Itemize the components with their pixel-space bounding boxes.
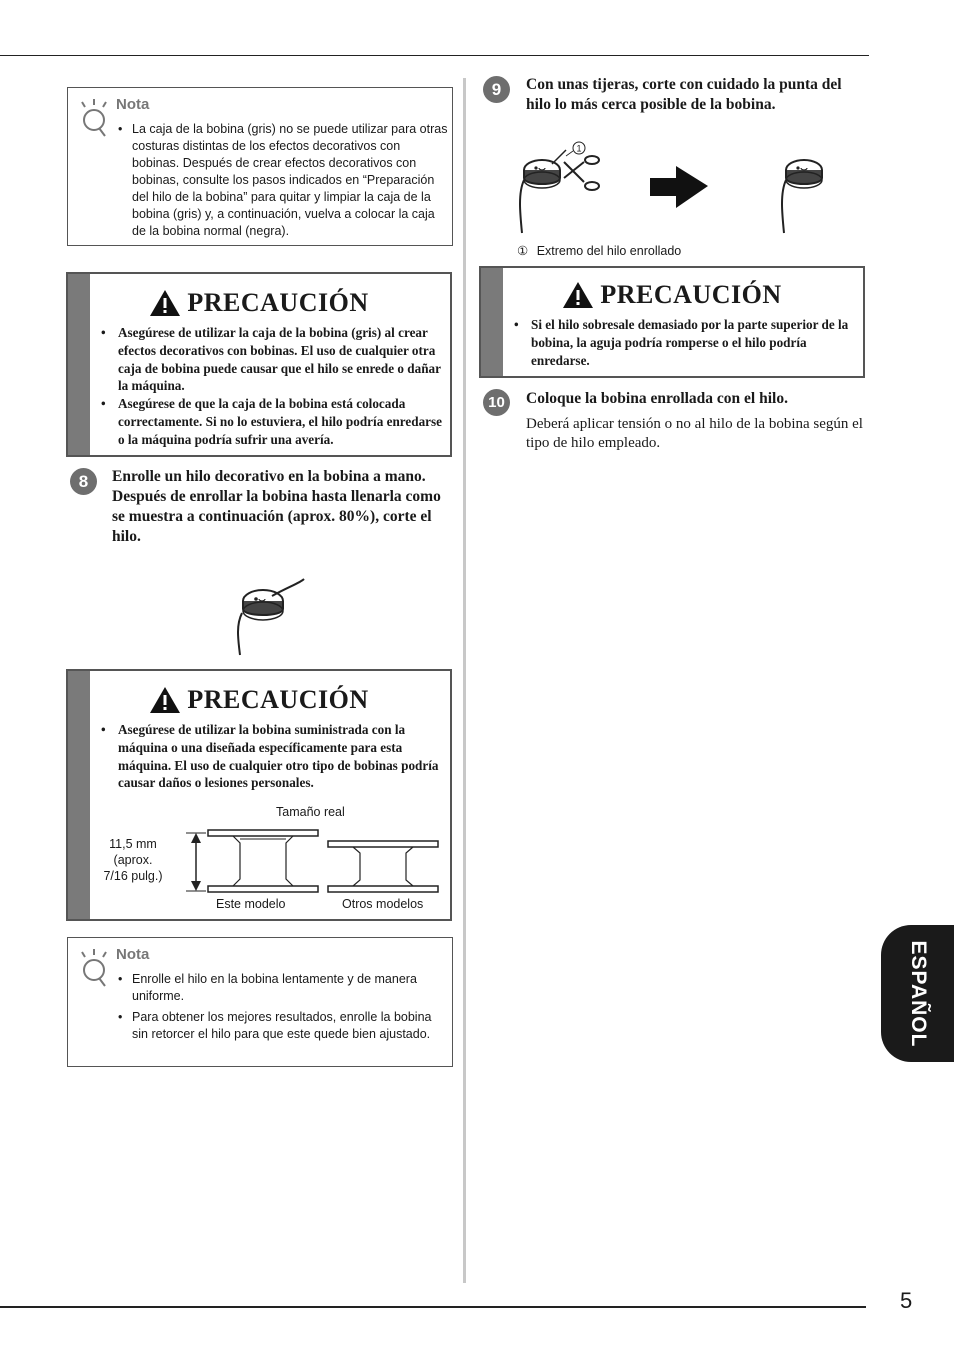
note-item: • Enrolle el hilo en la bobina lentamente y de manera uniforme. <box>116 971 448 1005</box>
step-9-text: Con unas tijeras, corte con cuidado la punta del hilo lo más cerca posible de la bobina. <box>526 76 842 113</box>
caution-box-3 <box>479 266 865 378</box>
note-title: Nota <box>116 946 150 963</box>
caption-number: ① <box>517 244 529 258</box>
figure-caption <box>517 243 681 258</box>
note-item: • Para obtener los mejores resultados, enrolle la bobina sin retorcer el hilo para que este quede bien ajustado. <box>116 1009 448 1043</box>
step-number-9: 9 <box>483 76 510 103</box>
caution-item: • Si el hilo sobresale demasiado por la parte superior de la bobina, la aguja podría romperse o el hilo podría enredarse. <box>509 316 857 369</box>
dimension-approx: (aprox. <box>113 853 153 867</box>
note-box-1 <box>67 87 453 246</box>
caution-header <box>68 288 450 318</box>
note-item: • La caja de la bobina (gris) no se puede utilizar para otras costuras distintas de los efectos decorativos con bobinas. Después de crear efectos decorativos con bobinas, consulte los pasos indicados en “Preparación del hilo de la bobina” para quitar y limpiar la caja de la bobina (gris) y, a continuación, vuelva a colocar la caja de la bobina normal (negra). <box>116 121 448 240</box>
caution-item: • Asegúrese de utilizar la caja de la bobina (gris) al crear efectos decorativos con bobinas. El uso de cualquier otra caja de bobina puede causar que el hilo se enrede o dañar la máquina. <box>96 324 444 395</box>
note-list <box>116 971 448 1047</box>
warning-icon <box>149 686 181 714</box>
cut-thread-illustration <box>510 138 830 236</box>
note-list <box>116 121 448 244</box>
caution-title: PRECAUCIÓN <box>187 288 369 317</box>
dimension-label <box>94 836 172 884</box>
caution-header <box>68 685 450 715</box>
caution-item: • Asegúrese de utilizar la bobina suministrada con la máquina o una diseñada específicamente para esta máquina. El uso de cualquier otro tipo de bobinas podría causar daños o lesiones personales. <box>96 721 444 792</box>
caution-list <box>96 721 444 792</box>
step-8-text: Enrolle un hilo decorativo en la bobina a mano. Después de enrollar la bobina hasta llenarla como se muestra a continuación (aprox. 80%), corte el hilo. <box>112 468 441 545</box>
page-number: 5 <box>900 1288 913 1313</box>
top-rule <box>0 55 869 56</box>
caption-text: Extremo del hilo enrollado <box>536 244 682 258</box>
caution-header <box>481 280 863 310</box>
dimension-inches: 7/16 pulg.) <box>103 869 163 883</box>
step-number-10: 10 <box>483 389 510 416</box>
language-tab-label: ESPAÑOL <box>906 940 930 1047</box>
warning-icon <box>562 281 594 309</box>
lightbulb-note-icon <box>78 948 110 988</box>
step-10-text: Deberá aplicar tensión o no al hilo de la bobina según el tipo de hilo empleado. <box>526 416 863 451</box>
dimension-mm: 11,5 mm <box>109 837 157 851</box>
language-tab <box>881 925 954 1062</box>
caution-item: • Asegúrese de que la caja de la bobina está colocada correctamente. Si no lo estuviera, el hilo podría enredarse o la máquina podría sufrir una avería. <box>96 395 444 448</box>
lightbulb-note-icon <box>78 98 110 138</box>
bottom-rule <box>0 1306 866 1308</box>
other-models-label: Otros modelos <box>342 897 424 911</box>
bobbin-size-comparison <box>178 827 440 897</box>
caution-box-2 <box>66 669 452 921</box>
step-10-title: Coloque la bobina enrollada con el hilo. <box>526 390 788 407</box>
caution-title: PRECAUCIÓN <box>187 685 369 714</box>
wound-bobbin-illustration <box>228 575 318 657</box>
actual-size-label: Tamaño real <box>276 805 345 819</box>
caution-list <box>96 324 444 449</box>
note-box-2 <box>67 937 453 1067</box>
step-number-8: 8 <box>70 468 97 495</box>
callout-number: 1 <box>576 143 582 154</box>
caution-title: PRECAUCIÓN <box>600 280 782 309</box>
note-title: Nota <box>116 96 150 113</box>
column-divider <box>463 78 466 1283</box>
caution-box-1 <box>66 272 452 457</box>
warning-icon <box>149 289 181 317</box>
this-model-label: Este modelo <box>216 897 286 911</box>
caution-list <box>509 316 857 369</box>
